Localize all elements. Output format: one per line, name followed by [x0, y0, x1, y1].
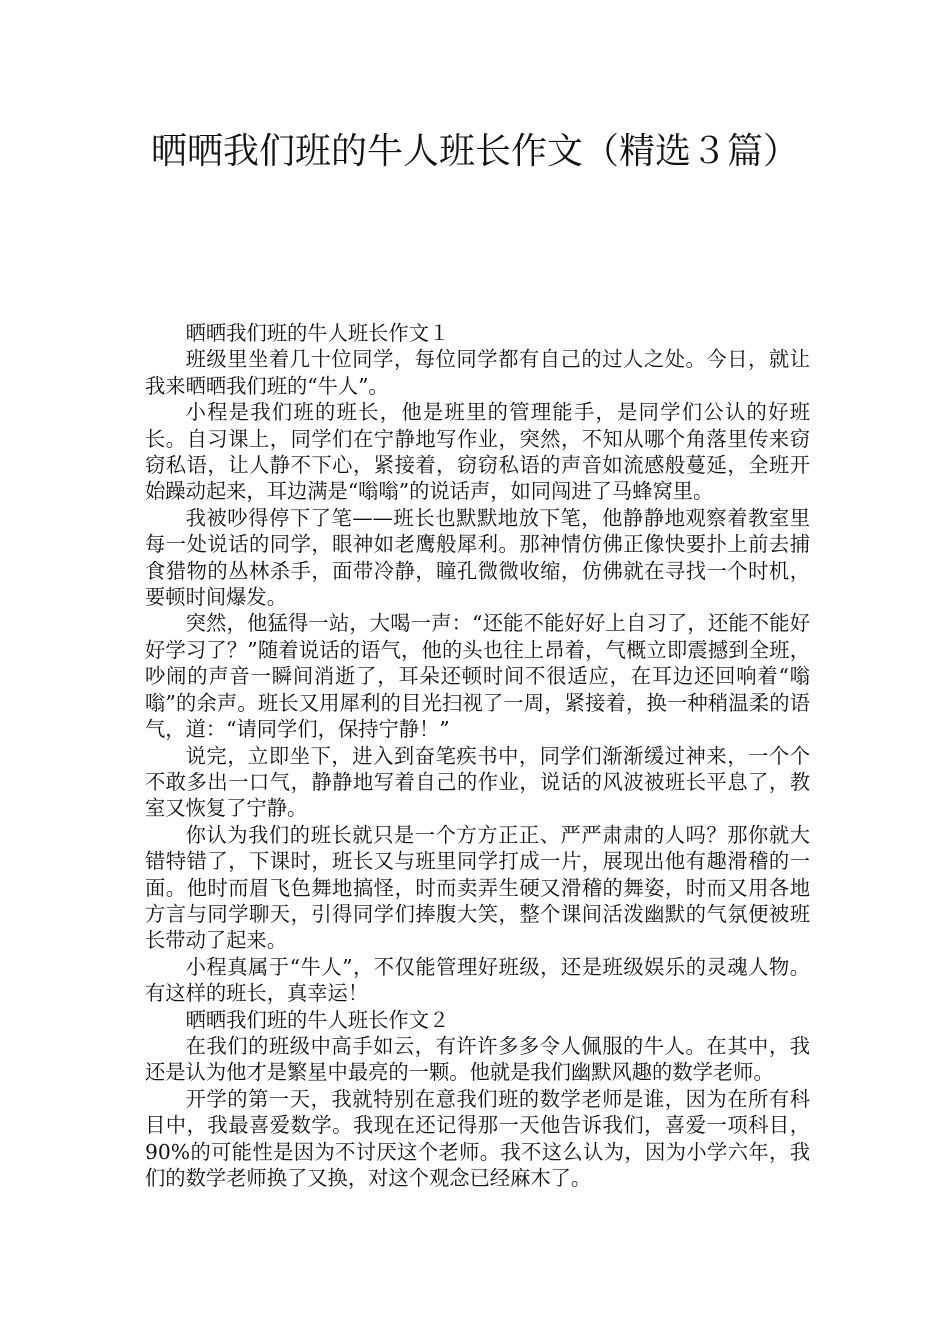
document-body: [145, 320, 810, 1191]
paragraph: 小程是我们班的班长，他是班里的管理能手，是同学们公认的好班长。自习课上，同学们在宁静地写作业，突然，不知从哪个角落里传来窃窃私语，让人静不下心，紧接着，窃窃私语的声音如流感般蔓延，全班开始躁动起来，耳边满是“嗡嗡”的说话声，如同闯进了马蜂窝里。: [145, 400, 810, 504]
paragraph: 说完，立即坐下，进入到奋笔疾书中，同学们渐渐缓过神来，一个个不敢多出一口气，静静地写着自己的作业，说话的风波被班长平息了，教室又恢复了宁静。: [145, 743, 810, 821]
document-title: 晒晒我们班的牛人班长作文（精选３篇）: [150, 131, 799, 172]
paragraph: 开学的第一天，我就特别在意我们班的数学老师是谁，因为在所有科目中，我最喜爱数学。我现在还记得那一天他告诉我们，喜爱一项科目，90%的可能性是因为不讨厌这个老师。我不这么认为，因为小学六年，我们的数学老师换了又换，对这个观念已经麻木了。: [145, 1086, 810, 1190]
paragraph: 你认为我们的班长就只是一个方方正正、严严肃肃的人吗？那你就大错特错了，下课时，班长又与班里同学打成一片，展现出他有趣滑稽的一面。他时而眉飞色舞地搞怪，时而卖弄生硬又滑稽的舞姿，时而又用各地方言与同学聊天，引得同学们捧腹大笑，整个课间活泼幽默的气氛便被班长带动了起来。: [145, 822, 810, 953]
essay-heading: 晒晒我们班的牛人班长作文２: [185, 1007, 450, 1032]
paragraph: 我被吵得停下了笔——班长也默默地放下笔，他静静地观察着教室里每一处说话的同学，眼神如老鹰般犀利。那神情仿佛正像快要扑上前去捕食猎物的丛林杀手，面带冷静，瞳孔微微收缩，仿佛就在寻找一个时机，要顿时间爆发。: [145, 505, 810, 610]
paragraph: 在我们的班级中高手如云，有许许多多令人佩服的牛人。在其中，我还是认为他才是繁星中最亮的一颗。他就是我们幽默风趣的数学老师。: [145, 1033, 810, 1085]
paragraph: 突然，他猛得一站，大喝一声：“还能不能好好上自习了，还能不能好好学习了？”随着说话的语气，他的头也往上昂着，气概立即震撼到全班，吵闹的声音一瞬间消逝了，耳朵还顿时间不很适应，在耳边还回响着“嗡嗡”的余声。班长又用犀利的目光扫视了一周，紧接着，换一种稍温柔的语气，道：“请同学们，保持宁静！”: [145, 611, 810, 742]
paragraph: 小程真属于“牛人”，不仅能管理好班级，还是班级娱乐的灵魂人物。有这样的班长，真幸运！: [145, 954, 810, 1006]
paragraph: 班级里坐着几十位同学，每位同学都有自己的过人之处。今日，就让我来晒晒我们班的“牛人”。: [145, 347, 810, 398]
essay-heading: 晒晒我们班的牛人班长作文１: [185, 321, 450, 345]
